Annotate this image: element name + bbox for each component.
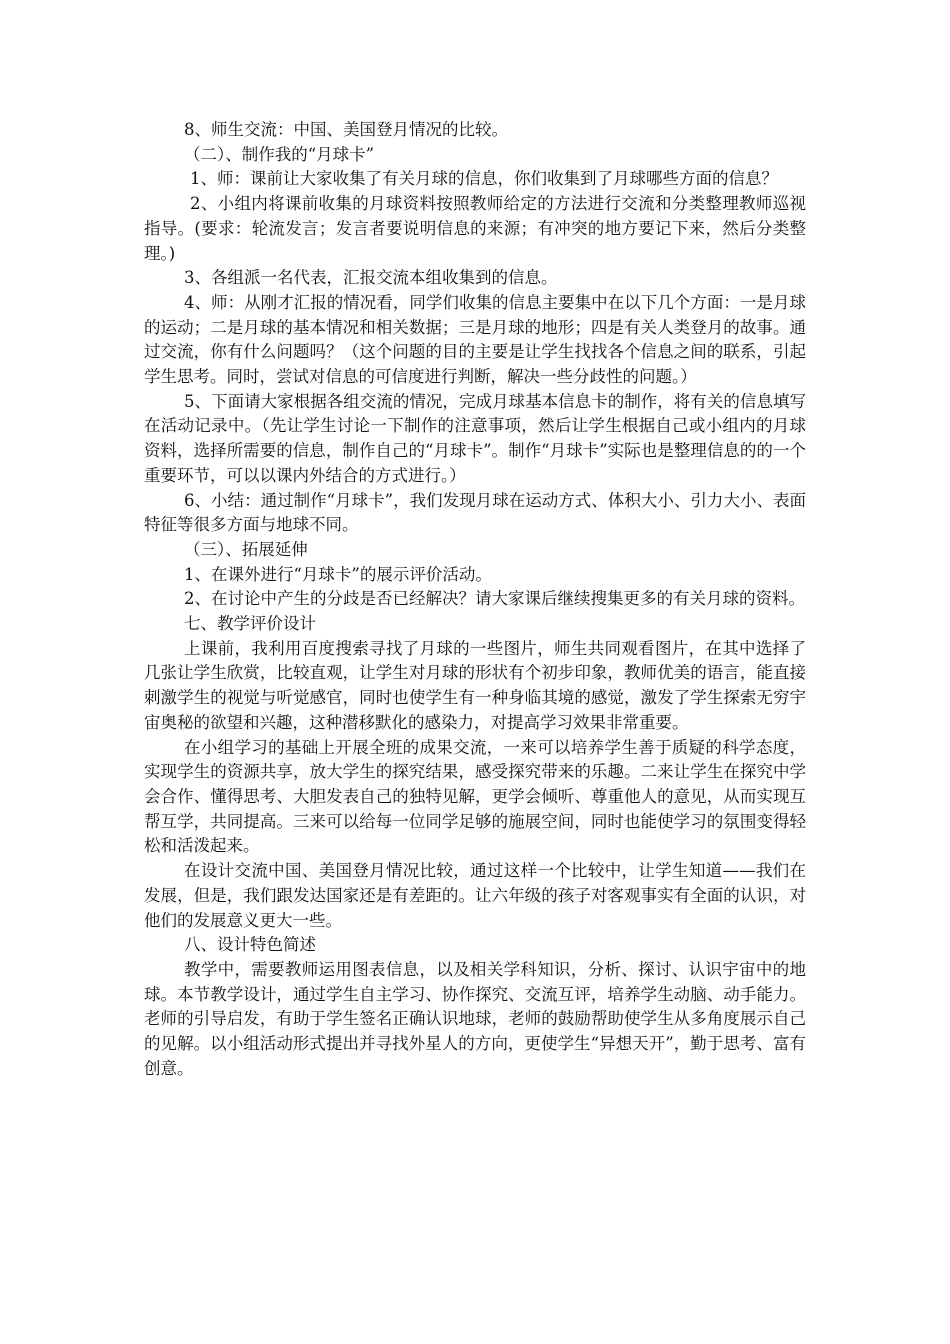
section-heading-design-features: 八、设计特色简述 <box>184 935 316 955</box>
paragraph-step-3: 3、各组派一名代表，汇报交流本组收集到的信息。 <box>184 268 558 288</box>
section-heading-moon-card: （二）、制作我的“月球卡” <box>184 144 375 164</box>
section-heading-extension: （三）、拓展延伸 <box>184 539 308 559</box>
paragraph-evaluation-2: 在小组学习的基础上开展全班的成果交流，一来可以培养学生善于质疑的科学态度，实现学生的资源共享，放大学生的探究结果，感受探究带来的乐趣。二来让学生在探究中学会合作、懂得思考、大胆发表自己的独特见解，更学会倾听、尊重他人的意见，从而实现互帮互学，共同提高。三来可以给每一位同学足够的施展空间，同时也能使学习的氛围变得轻松和活泼起来。 <box>144 737 806 856</box>
section-heading-evaluation: 七、教学评价设计 <box>184 614 316 634</box>
paragraph-step-6: 6、小结：通过制作“月球卡”，我们发现月球在运动方式、体积大小、引力大小、表面特征等很多方面与地球不同。 <box>144 490 806 535</box>
paragraph-step-5: 5、下面请大家根据各组交流的情况，完成月球基本信息卡的制作，将有关的信息填写在活动记录中。（先让学生讨论一下制作的注意事项，然后让学生根据自己或小组内的月球资料，选择所需要的信息，制作自己的“月球卡”。制作“月球卡”实际也是整理信息的的一个重要环节，可以以课内外结合的方式进行。） <box>144 391 806 485</box>
document-body <box>144 118 806 1081</box>
paragraph-step-4: 4、师：从刚才汇报的情况看，同学们收集的信息主要集中在以下几个方面：一是月球的运动；二是月球的基本情况和相关数据；三是月球的地形；四是有关人类登月的故事。通过交流，你有什么问题吗？（这个问题的目的主要是让学生找找各个信息之间的联系，引起学生思考。同时，尝试对信息的可信度进行判断，解决一些分歧性的问题。） <box>144 292 806 387</box>
paragraph-step-1: 1、师：课前让大家收集了有关月球的信息，你们收集到了月球哪些方面的信息？ <box>190 169 778 189</box>
paragraph-design-features: 教学中，需要教师运用图表信息，以及相关学科知识，分析、探讨、认识宇宙中的地球。本节教学设计，通过学生自主学习、协作探究、交流互评，培养学生动脑、动手能力。老师的引导启发，有助于学生签名正确认识地球，老师的鼓励帮助使学生从多角度展示自己的见解。以小组活动形式提出并寻找外星人的方向，更使学生“异想天开”，勤于思考、富有创意。 <box>144 959 806 1078</box>
paragraph-evaluation-3: 在设计交流中国、美国登月情况比较，通过这样一个比较中，让学生知道——我们在发展，但是，我们跟发达国家还是有差距的。让六年级的孩子对客观事实有全面的认识，对他们的发展意义更大一些。 <box>144 861 806 930</box>
paragraph-extension-1: 1、在课外进行“月球卡”的展示评价活动。 <box>184 564 492 584</box>
paragraph-extension-2: 2、在讨论中产生的分歧是否已经解决？请大家课后继续搜集更多的有关月球的资料。 <box>184 589 805 609</box>
paragraph-step-2: 2、小组内将课前收集的月球资料按照教师给定的方法进行交流和分类整理教师巡视指导。(要求：轮流发言；发言者要说明信息的来源；有冲突的地方要记下来，然后分类整理。) <box>144 194 806 263</box>
paragraph-class-exchange: 8、师生交流：中国、美国登月情况的比较。 <box>184 120 508 139</box>
paragraph-evaluation-1: 上课前，我利用百度搜索寻找了月球的一些图片，师生共同观看图片，在其中选择了几张让学生欣赏，比较直观，让学生对月球的形状有个初步印象，教师优美的语言，能直接刺激学生的视觉与听觉感官，同时也使学生有一种身临其境的感觉，激发了学生探索无穷宇宙奥秘的欲望和兴趣，这种潜移默化的感染力，对提高学习效果非常重要。 <box>144 638 806 732</box>
